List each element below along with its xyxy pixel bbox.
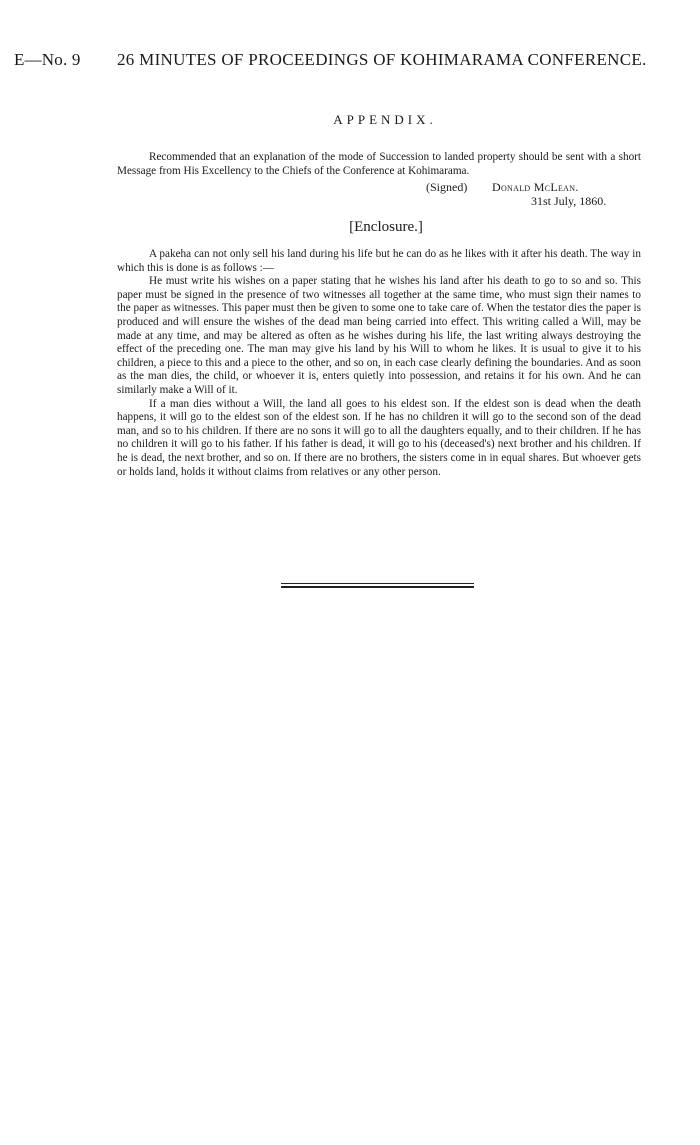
page-title: 26 MINUTES OF PROCEEDINGS OF KOHIMARAMA CONFERENCE. <box>117 50 647 69</box>
enclosure-body <box>117 248 641 479</box>
signatory-name: Donald McLean. <box>492 180 579 194</box>
signature-block <box>0 180 700 210</box>
signature-date: 31st July, 1860. <box>531 194 607 208</box>
recommendation-text: Recommended that an explanation of the mode of Succession to landed property should be sent with a short Message from His Excellency to the Chiefs of the Conference at Kohimarama. <box>117 151 641 177</box>
enclosure-paragraph: If a man dies without a Will, the land all goes to his eldest son. If the eldest son is dead when the death happens, it will go to the eldest son of the eldest son. If he has no children it will go to the second son of the dead man, and so to his children. If there are no sons it will go to all the daughters equally, and to their children. If he has no children it will go to his father. If his father is dead, it will go to his (deceased's) next brother and his children. If he is dead, the next brother, and so on. If there are no brothers, the sisters come in in equal shares. But whoever gets or holds land, holds it without claims from relatives or any other person. <box>117 397 641 478</box>
running-header <box>14 50 690 76</box>
appendix-heading: APPENDIX. <box>333 112 437 127</box>
series-reference: E—No. 9 <box>14 50 81 69</box>
signed-label: (Signed) <box>426 180 468 194</box>
recommendation-paragraph <box>117 151 641 178</box>
enclosure-paragraph: He must write his wishes on a paper stating that he wishes his land after his death to go to so and so. This paper must be signed in the presence of two witnesses all together at the same time, who must sign their names to the paper as witnesses. This paper must then be given to some one to take care of. When the testator dies the paper is produced and will ensure the wishes of the dead man being carried into effect. This writing called a Will, may be made at any time, and may be altered as often as he wishes during his life, the last writing always destroying the effect of the preceding one. The man may give his land by his Will to whom he likes. It is usual to give it to his children, a piece to this and a piece to the other, and so on, in each case clearly defining the boundaries. And as soon as the man dies, the child, or whoever it is, enters quietly into possession, and retains it for his own. And he can similarly make a Will of it. <box>117 275 641 396</box>
closing-rule <box>281 586 474 588</box>
enclosure-paragraph: A pakeha can not only sell his land during his life but he can do as he likes with it after his death. The way in which this is done is as follows :— <box>117 248 641 274</box>
closing-rule-thin <box>281 583 474 584</box>
enclosure-heading: [Enclosure.] <box>349 219 423 235</box>
